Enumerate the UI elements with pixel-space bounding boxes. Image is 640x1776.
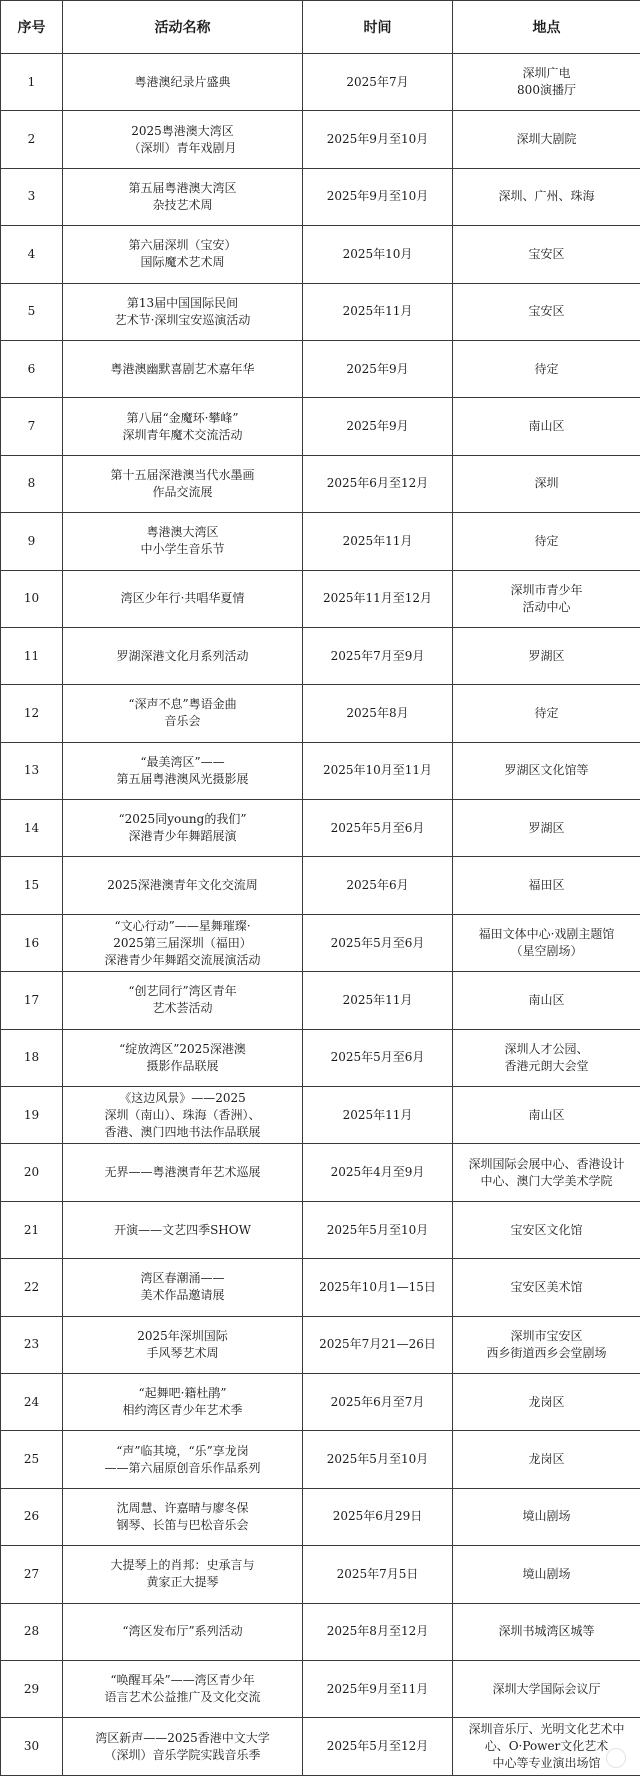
cell-no: 9 [1,513,63,570]
activity-name-line: 深圳青年魔术交流活动 [122,427,243,442]
place-line: 龙岗区 [528,1452,565,1467]
cell-place [453,742,640,799]
cell-place [453,1316,640,1373]
cell-place [453,627,640,684]
cell-time: 2025年7月5日 [303,1546,453,1603]
cell-place [453,168,640,225]
table-row [1,972,640,1029]
table-row [1,283,640,340]
place-line: 深圳人才公园、 [504,1041,589,1056]
table-row [1,54,640,111]
activity-name-line: 湾区少年行·共唱华夏情 [120,591,245,606]
place-line: 深圳大剧院 [516,132,577,147]
cell-place [453,513,640,570]
activity-name-line: 杂技艺术周 [152,197,213,212]
table-body [1,54,640,1776]
cell-no: 11 [1,627,63,684]
cell-time: 2025年11月至12月 [303,570,453,627]
cell-place [453,1431,640,1488]
header-row [1,1,640,54]
cell-time: 2025年11月 [303,283,453,340]
activity-name-line: “最美湾区”—— [140,754,225,769]
cell-activity-name [63,1660,303,1717]
activity-name-line: 粤港澳纪录片盛典 [134,74,231,89]
cell-time: 2025年9月 [303,340,453,397]
cell-no: 25 [1,1431,63,1488]
cell-activity-name [63,1144,303,1201]
table-row [1,1603,640,1660]
cell-activity-name [63,972,303,1029]
table-row [1,111,640,168]
cell-place [453,800,640,857]
activity-name-line: “绽放湾区”2025深港澳 [119,1041,246,1056]
cell-time: 2025年8月至12月 [303,1603,453,1660]
activity-name-line: “创艺同行”湾区青年 [128,984,237,999]
cell-place [453,1546,640,1603]
header-time: 时间 [303,1,453,54]
cell-no: 15 [1,857,63,914]
activity-name-line: 艺术节·深圳宝安巡演活动 [114,312,251,327]
cell-no: 22 [1,1259,63,1316]
place-line: 800演播厅 [517,83,576,98]
cell-activity-name [63,914,303,971]
activity-name-line: 2025年深圳国际 [137,1328,228,1343]
table-row [1,570,640,627]
activity-name-line: 深港青少年舞蹈展演 [128,829,237,844]
table-row [1,1718,640,1776]
cell-time: 2025年7月至9月 [303,627,453,684]
cell-no: 7 [1,398,63,455]
cell-no: 17 [1,972,63,1029]
cell-place [453,283,640,340]
table-row [1,398,640,455]
place-line: 深圳 [534,476,559,491]
place-line: 福田区 [528,878,565,893]
place-line: 南山区 [528,992,565,1007]
cell-no: 27 [1,1546,63,1603]
place-line: 福田文体中心·戏剧主题馆 [478,927,615,942]
table-row [1,226,640,283]
place-line: 待定 [534,361,559,376]
activity-name-line: （深圳）音乐学院实践音乐季 [104,1747,261,1762]
cell-activity-name [63,54,303,111]
cell-time: 2025年5月至6月 [303,1029,453,1086]
place-line: 境山剧场 [522,1566,571,1581]
cell-time: 2025年6月至7月 [303,1373,453,1430]
table-row [1,1373,640,1430]
activity-name-line: 《这边风景》——2025 [119,1090,246,1105]
cell-place [453,455,640,512]
activity-name-line: 2025粤港澳大湾区 [131,123,234,138]
cell-place [453,340,640,397]
cell-no: 23 [1,1316,63,1373]
place-line: 深圳、广州、珠海 [498,189,595,204]
cell-no: 12 [1,685,63,742]
table-row [1,1488,640,1545]
place-line: 深圳市宝安区 [510,1328,583,1343]
cell-no: 19 [1,1087,63,1144]
place-line: 境山剧场 [522,1509,571,1524]
activity-name-line: 音乐会 [164,714,201,729]
cell-no: 1 [1,54,63,111]
cell-time: 2025年5月至6月 [303,800,453,857]
cell-no: 8 [1,455,63,512]
table-row [1,1431,640,1488]
activity-name-line: 第五届粤港澳风光摄影展 [116,771,249,786]
table-row [1,340,640,397]
place-line: 待定 [534,533,559,548]
cell-activity-name [63,1488,303,1545]
cell-activity-name [63,111,303,168]
activity-name-line: 香港、澳门四地书法作品联展 [104,1124,261,1139]
cell-activity-name [63,1316,303,1373]
activity-name-line: “唤醒耳朵”——湾区青少年 [110,1673,255,1688]
activity-name-line: 手风琴艺术周 [146,1345,219,1360]
cell-no: 5 [1,283,63,340]
cell-time: 2025年10月 [303,226,453,283]
cell-time: 2025年6月29日 [303,1488,453,1545]
table-row [1,513,640,570]
activity-name-line: “起舞吧·籍杜鹃” [138,1386,227,1401]
cell-place [453,1373,640,1430]
activity-name-line: 罗湖深港文化月系列活动 [116,648,249,663]
place-line: 南山区 [528,419,565,434]
cell-activity-name [63,1259,303,1316]
place-line: 香港元朗大会堂 [504,1058,589,1073]
place-line: 中心等专业演出场馆 [492,1756,601,1771]
activity-name-line: 深港青少年舞蹈交流展演活动 [104,952,261,967]
table-row [1,1201,640,1258]
activity-name-line: “湾区发布厅”系列活动 [122,1624,243,1639]
cell-time: 2025年4月至9月 [303,1144,453,1201]
table-row [1,800,640,857]
cell-place [453,1029,640,1086]
cell-activity-name [63,1373,303,1430]
cell-activity-name [63,1603,303,1660]
cell-no: 29 [1,1660,63,1717]
cell-activity-name [63,455,303,512]
header-no: 序号 [1,1,63,54]
activity-name-line: ——第六届原创音乐作品系列 [104,1460,261,1475]
cell-activity-name [63,1087,303,1144]
cell-time: 2025年8月 [303,685,453,742]
cell-activity-name [63,800,303,857]
cell-place [453,1488,640,1545]
activity-name-line: 2025深港澳青年文化交流周 [107,878,258,893]
activity-name-line: “2025同young的我们” [118,812,247,827]
place-line: 宝安区 [528,304,565,319]
cell-time: 2025年11月 [303,513,453,570]
cell-activity-name [63,685,303,742]
place-line: （星空剧场） [510,944,583,959]
cell-no: 2 [1,111,63,168]
cell-place [453,972,640,1029]
table-row [1,914,640,971]
place-line: 龙岗区 [528,1394,565,1409]
cell-activity-name [63,1718,303,1776]
cell-place [453,685,640,742]
activity-name-line: 第十五届深港澳当代水墨画 [110,467,255,482]
header-name: 活动名称 [63,1,303,54]
cell-time: 2025年10月1—15日 [303,1259,453,1316]
place-line: 深圳市青少年 [510,582,583,597]
cell-place [453,1259,640,1316]
cell-activity-name [63,226,303,283]
cell-activity-name [63,340,303,397]
cell-activity-name [63,1546,303,1603]
activity-name-line: 沈周慧、许嘉晴与廖冬保 [116,1500,249,1515]
table-row [1,685,640,742]
activity-name-line: 艺术荟活动 [152,1001,213,1016]
cell-activity-name [63,857,303,914]
place-line: 心、O·Power文化艺术 [484,1739,609,1754]
place-line: 西乡街道西乡会堂剧场 [486,1345,607,1360]
cell-time: 2025年5月至6月 [303,914,453,971]
place-line: 深圳广电 [522,66,571,81]
cell-time: 2025年9月 [303,398,453,455]
cell-place [453,1087,640,1144]
cell-activity-name [63,627,303,684]
cell-no: 24 [1,1373,63,1430]
table-row [1,742,640,799]
place-line: 深圳音乐厅、光明文化艺术中 [468,1722,625,1737]
cell-no: 13 [1,742,63,799]
place-line: 罗湖区 [528,648,565,663]
cell-place [453,914,640,971]
cell-place [453,1660,640,1717]
activity-name-line: 第13届中国国际民间 [126,295,239,310]
activity-name-line: “深声不息”粤语金曲 [128,697,237,712]
cell-place [453,54,640,111]
activity-name-line: 无界——粤港澳青年艺术巡展 [104,1165,261,1180]
cell-no: 10 [1,570,63,627]
cell-time: 2025年5月至12月 [303,1718,453,1776]
header-place: 地点 [453,1,640,54]
table-row [1,857,640,914]
cell-activity-name [63,1201,303,1258]
cell-activity-name [63,513,303,570]
activity-name-line: 开演——文艺四季SHOW [114,1222,251,1237]
place-line: 活动中心 [522,599,571,614]
activity-name-line: 粤港澳大湾区 [146,525,219,540]
activity-name-line: 语言艺术公益推广及文化交流 [104,1690,261,1705]
table-row [1,1660,640,1717]
place-line: 中心、澳门大学美术学院 [480,1173,613,1188]
table-row [1,455,640,512]
cell-no: 4 [1,226,63,283]
activity-name-line: 湾区春潮涌—— [140,1271,225,1286]
cell-place [453,1201,640,1258]
cell-place [453,111,640,168]
cell-activity-name [63,1029,303,1086]
table-row [1,1144,640,1201]
activity-name-line: 第五届粤港澳大湾区 [128,180,237,195]
table-row [1,1259,640,1316]
cell-place [453,1603,640,1660]
table-row [1,1546,640,1603]
cell-no: 21 [1,1201,63,1258]
activity-name-line: 中小学生音乐节 [140,542,225,557]
activity-name-line: 深圳（南山）、珠海（香洲）、 [104,1107,261,1122]
cell-time: 2025年7月21—26日 [303,1316,453,1373]
place-line: 深圳书城湾区城等 [498,1624,595,1639]
cell-place [453,1144,640,1201]
watermark-icon [606,1748,626,1768]
activity-name-line: 大提琴上的肖邦：史承言与 [110,1558,255,1573]
activity-name-line: 2025第三届深圳（福田） [113,935,252,950]
table-row [1,627,640,684]
cell-time: 2025年11月 [303,972,453,1029]
activity-name-line: 第八届“金魔环·攀峰” [126,410,239,425]
activity-name-line: “声”临其境，“乐”享龙岗 [116,1443,249,1458]
activity-name-line: 作品交流展 [152,484,213,499]
activity-name-line: 粤港澳幽默喜剧艺术嘉年华 [110,361,255,376]
place-line: 深圳大学国际会议厅 [492,1681,601,1696]
activity-name-line: 湾区新声——2025香港中文大学 [95,1730,270,1745]
place-line: 南山区 [528,1107,565,1122]
cell-time: 2025年7月 [303,54,453,111]
cell-place [453,570,640,627]
cell-time: 2025年9月至10月 [303,111,453,168]
cell-no: 28 [1,1603,63,1660]
cell-no: 26 [1,1488,63,1545]
activity-name-line: （深圳）青年戏剧月 [128,140,237,155]
cell-time: 2025年5月至10月 [303,1201,453,1258]
activity-name-line: 摄影作品联展 [146,1058,219,1073]
cell-time: 2025年5月至10月 [303,1431,453,1488]
place-line: 深圳国际会展中心、香港设计 [468,1156,625,1171]
cell-no: 16 [1,914,63,971]
activity-name-line: “文心行动”——星舞璀璨· [114,918,251,933]
place-line: 宝安区 [528,246,565,261]
cell-activity-name [63,1431,303,1488]
cell-no: 20 [1,1144,63,1201]
table-row [1,1029,640,1086]
cell-no: 14 [1,800,63,857]
place-line: 宝安区美术馆 [510,1279,583,1294]
cell-activity-name [63,168,303,225]
cell-place [453,857,640,914]
cell-place [453,398,640,455]
activity-name-line: 国际魔术艺术周 [140,255,225,270]
cell-place [453,226,640,283]
place-line: 待定 [534,705,559,720]
activity-name-line: 相约湾区青少年艺术季 [122,1403,243,1418]
table-row [1,168,640,225]
cell-activity-name [63,283,303,340]
cell-no: 6 [1,340,63,397]
cell-time: 2025年9月至11月 [303,1660,453,1717]
cell-no: 30 [1,1718,63,1776]
cell-no: 3 [1,168,63,225]
cell-no: 18 [1,1029,63,1086]
activity-name-line: 第六届深圳（宝安） [128,238,237,253]
place-line: 宝安区文化馆 [510,1222,583,1237]
cell-time: 2025年9月至10月 [303,168,453,225]
cell-activity-name [63,570,303,627]
place-line: 罗湖区 [528,820,565,835]
activity-name-line: 钢琴、长笛与巴松音乐会 [116,1517,249,1532]
cell-time: 2025年6月至12月 [303,455,453,512]
activity-name-line: 黄家正大提琴 [146,1575,219,1590]
cell-activity-name [63,398,303,455]
table-row [1,1316,640,1373]
cell-time: 2025年6月 [303,857,453,914]
cell-activity-name [63,742,303,799]
table-row [1,1087,640,1144]
cell-time: 2025年11月 [303,1087,453,1144]
cell-time: 2025年10月至11月 [303,742,453,799]
activity-name-line: 美术作品邀请展 [140,1288,225,1303]
place-line: 罗湖区文化馆等 [504,763,589,778]
